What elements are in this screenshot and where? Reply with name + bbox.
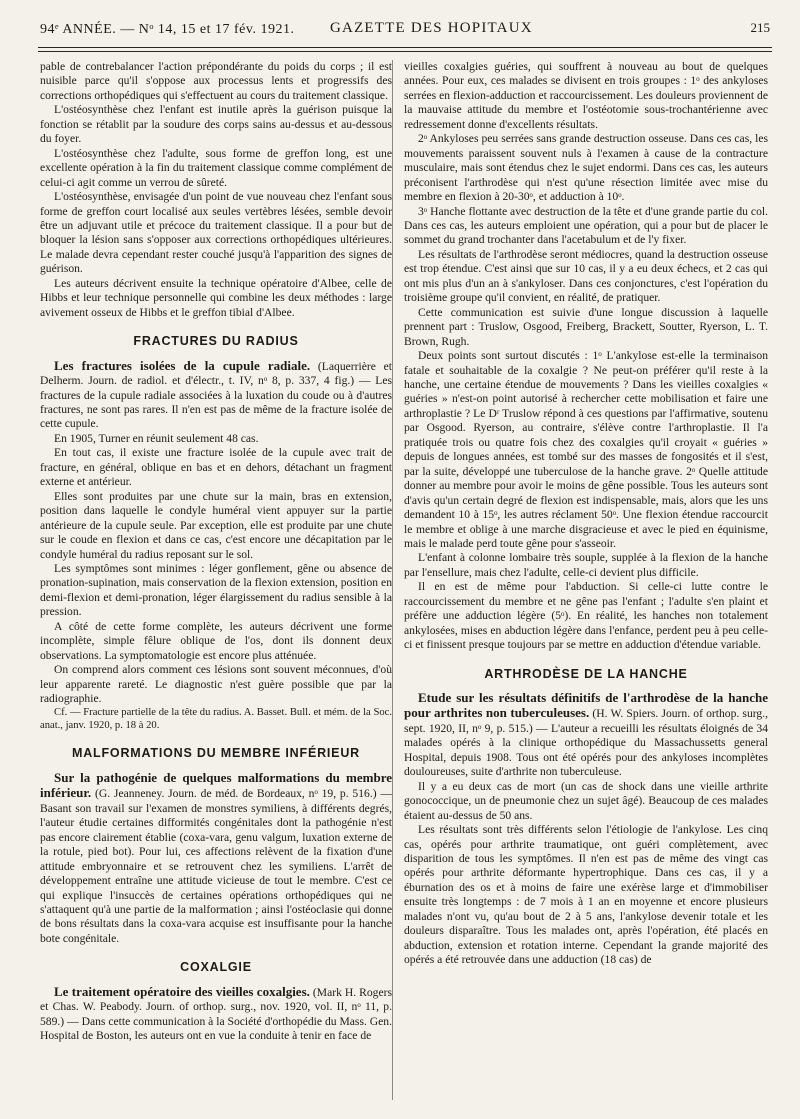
page-number: 215: [750, 20, 770, 35]
paragraph: Cf. — Fracture partielle de la tête du radius. A. Basset. Bull. et mém. de la Soc. anat., janv. 1920, p. 18 à 20.: [40, 707, 392, 732]
section-heading: ARTHRODÈSE DE LA HANCHE: [484, 666, 688, 681]
paragraph: [40, 771, 392, 946]
paragraph: Les auteurs décrivent ensuite la technique opératoire d'Albee, celle de Hibbs et leur technique personnelle qui combine les deux méthodes : large avivement osseux de Hibbs et le greffon tibial d'Albee.: [40, 276, 392, 319]
paragraph: L'ostéosynthèse chez l'enfant est inutile après la guérison puisque la fonction se rétablit par la soudure des corps sains au-dessus et au-dessous du foyer.: [40, 103, 392, 146]
article-title: Les fractures isolées de la cupule radiale.: [54, 357, 311, 373]
left-column: [40, 60, 392, 1044]
journal-title: GAZETTE DES HOPITAUX: [330, 20, 533, 36]
paragraph: En 1905, Turner en réunit seulement 48 cas.: [54, 431, 259, 445]
paragraph: [40, 359, 392, 432]
paragraph: A côté de cette forme complète, les auteurs décrivent une forme incomplète, simple fêlure oblique de l'os, dont ils donnent deux observations. La symptomatologie est encore plus atténuée.: [40, 619, 392, 662]
paragraph: Les résultats sont très différents selon l'étiologie de l'ankylose. Les cinq cas, opérés pour arthrite traumatique, ont guéri complètement, avec disparition de tous les symptômes. Il n'en est pas de même des vingt cas opérés pour arthrite déformante hypertrophique. Dans ces cas, il y a éburnation des os et à moins de faire une exérèse large et d'immobiliser ensuite très longtemps : de 7 mois à 1 an en moyenne et encore plusieurs malades n'ont vu, qu'au bout de 2 à 5 ans, l'ankylose devenir totale et les douleurs disparaître. Tous les malades ont, après l'opération, été placés en abduction, extension et rotation interne. Cependant la grande majorité des opérés a été retrouvée dans une adduction (18 cas) de: [404, 823, 768, 967]
section-heading: FRACTURES DU RADIUS: [133, 334, 299, 349]
paragraph: 2ᵒ Ankyloses peu serrées sans grande destruction osseuse. Dans ces cas, les mouvements paraissent souvent nuls à l'examen à cause de la contracture musculaire, mais sont étendus chez le sujet endormi. Dans ces cas, les auteurs préconisent l'arthrodèse qui n'est qu'une résection limitée avec mise du membre en flexion à 20-30ᵒ, et adduction à 10ᵒ.: [404, 132, 768, 204]
paragraph: Il en est de même pour l'abduction. Si celle-ci lutte contre le raccourcissement du membre et ne gêne pas l'enfant ; l'adulte s'en plaint et préfère une adduction légère (5ᵒ). En réalité, les hanches non totalement ankylosées, mises en abduction légère dans l'enfance, perdent peu à peu celle-ci et finissent presque toujours par se mettre en adduction d'étendue variable.: [404, 580, 768, 652]
header-rule-bottom: [38, 51, 772, 52]
issue-line: 94ᵉ ANNÉE. — Nᵒ 14, 15 et 17 fév. 1921.: [40, 22, 295, 37]
article-title: Le traitement opératoire des vieilles coxalgies.: [54, 983, 310, 999]
paragraph: L'ostéosynthèse, envisagée d'un point de vue nouveau chez l'enfant sous forme de greffon court localisé aux seules vertèbres lésées, semble devoir être un adjuvant utile et précoce du traitement classique. Il a pour but de bloquer la lésion sans s'opposer aux corrections orthopédiques ultérieures. Le malade devra cependant rester couché jusqu'à l'apparition des signes de guérison.: [40, 190, 392, 276]
article-body: (G. Jeanneney. Journ. de méd. de Bordeaux, nᵒ 19, p. 516.) — Basant son travail sur l'examen de monstres symiliens, à différents degrés, l'auteur étudie certaines difformités congénitales dont la pathogénie n'est pas encore clairement établie (coxa-vara, genu valgum, luxation externe de la rotule, pied bot). Pour lui, ces affections relèvent de la fixation d'une attitude embryonnaire et se retrouvent chez les symiliens. L'arrêt de développement entraîne une attitude vicieuse de tout le membre. C'est ce qui explique l'insuccès de certaines opérations orthopédiques qui ne s'attaquent qu'à une partie de la malformation ; ainsi l'ostéoclasie qui donne de bons résultats dans la coxa-vara acquise est insuffisante pour la hanche bote congénitale.: [40, 787, 392, 945]
article-title: Etude sur les résultats définitifs de l'arthrodèse de la hanche pour arthrites non tuberculeuses.: [404, 690, 768, 721]
paragraph: Les symptômes sont minimes : léger gonflement, gêne ou absence de pronation-supination, mais conservation de la flexion extension, position en demi-flexion et demi-pronation, léger élargissement du radius sensible à la pression.: [40, 561, 392, 619]
article-title: Sur la pathogénie de quelques malformations du membre inférieur.: [40, 769, 392, 801]
article-body: (H. W. Spiers. Journ. of orthop. surg., sept. 1920, II, nᵒ 9, p. 515.) — L'auteur a recueilli les résultats éloignés de 34 malades opérés à la clinique orthopédique du Massachussetts general Hospital, depuis 1908. Tous ont été opérés pour des ankyloses incomplètes douloureuses, suite d'arthrite non tuberculeuse.: [404, 707, 768, 779]
page-header: [40, 18, 770, 44]
paragraph: [404, 691, 768, 780]
paragraph: 3ᵒ Hanche flottante avec destruction de la tête et d'une grande partie du col. Dans ces cas, les auteurs emploient une opération, qui a pour but de placer le sommet du grand trochanter dans l'acetabulum et de l'y fixer.: [404, 204, 768, 247]
section-heading: COXALGIE: [180, 960, 252, 975]
right-column: [404, 60, 768, 968]
paragraph: pable de contrebalancer l'action prépondérante du poids du corps ; il est nuisible parce qu'il s'oppose aux processus lents et progressifs des corrections orthopédiques qui s'effectuent au cours du traitement classique.: [40, 60, 392, 102]
column-divider: [392, 60, 393, 1100]
paragraph: L'ostéosynthèse chez l'adulte, sous forme de greffon long, est une excellente opération à la fin du traitement classique comme complément de celui-ci agit comme un verrou de sûreté.: [40, 146, 392, 189]
article-body: (Laquerrière et Delherm. Journ. de radiol. et d'électr., t. IV, nᵒ 8, p. 337, 4 fig.) — Les fractures de la cupule radiale associées à la luxation du coude ou à d'autres fractures, ne sont pas rares. Il n'en est pas de même de la fracture isolée de cette cupule.: [40, 359, 393, 431]
article-body: (Mark H. Rogers et Chas. W. Peabody. Journ. of orthop. surg., nov. 1920, vol. II, nᵒ 11, p. 589.) — Dans cette communication à la Société d'orthopédie du Mass. Gen. Hospital de Boston, les auteurs ont en vue la conduite à tenir en face de: [40, 985, 392, 1043]
paragraph: L'enfant à colonne lombaire très souple, supplée à la flexion de la hanche par l'ensellure, mais chez l'adulte, celle-ci devient plus difficile.: [404, 551, 768, 579]
paragraph: Il y a eu deux cas de mort (un cas de shock dans une vieille arthrite gonococcique, un de pneumonie chez un sujet âgé). Beaucoup de ces malades étaient au-dessus de 50 ans.: [404, 779, 768, 822]
paragraph: vieilles coxalgies guéries, qui souffrent à nouveau au bout de quelques années. Pour eux, ces malades se divisent en trois groupes : 1ᵒ des ankyloses serrées en flexion-adduction et raccourcissement. Les douleurs proviennent de la mauvaise attitude du membre et l'ostéotomie sous-trochantérienne avec redressement donne d'excellents résultats.: [404, 60, 768, 131]
paragraph: Les résultats de l'arthrodèse seront médiocres, quand la destruction osseuse est trop étendue. C'est ainsi que sur 10 cas, il y a eu deux échecs, et 2 cas qui ont mis plus d'un an à s'ankyloser. Dans ces conjonctures, c'est l'opération du troisième groupe qu'il convient, en réalité, de pratiquer.: [404, 247, 768, 305]
section-heading: MALFORMATIONS DU MEMBRE INFÉRIEUR: [72, 746, 360, 761]
paragraph: Elles sont produites par une chute sur la main, bras en extension, position dans laquelle le condyle huméral vient appuyer sur la partie antérieure de la cupule seule. Par exception, elle est produite par une chute sur le coude en flexion et dans ce cas, c'est encore une décapitation par le condyle huméral du radius reposant sur le sol.: [40, 489, 392, 561]
paragraph: Cette communication est suivie d'une longue discussion à laquelle prennent part : Truslow, Osgood, Freiberg, Brackett, Soutter, Ryerson, L. T. Brown, Rugh.: [404, 305, 768, 348]
paragraph: En tout cas, il existe une fracture isolée de la cupule avec trait de fracture, en général, oblique en bas et en dehors, détachant un fragment externe et antérieur.: [40, 446, 392, 489]
paragraph: Deux points sont surtout discutés : 1ᵒ L'ankylose est-elle la terminaison fatale et souhaitable de la coxalgie ? Ne peut-on préférer qu'il reste à la hanche, une certaine étendue de mouvements ? Dans les vieilles coxalgies « guéries » n'est-on point autorisé à rechercher cette mobilisation et faire une arthroplastie ? Le Dʳ Truslow répond à ces questions par l'affirmative, soutenu par Osgood. Ryerson, au contraire, s'élève contre l'arthroplastie. Il l'a pratiquée trois ou quatre fois chez des coxalgies qu'il croyait « guéries » depuis de longues années, est tombé sur des masses de fongosités et il s'est, par la suite, développé une tuberculose de la hanche grave. 2ᵒ Quelle attitude donner au membre pour avoir le moins de gêne possible. Tous les auteurs sont d'avis qu'un certain degré de flexion est indispensable, mais, alors que les uns demandent 10 à 15ᵒ, les autres réclament 50ᵒ. Une flexion étendue raccourcit le membre et oblige à une marche disgracieuse et avec le pied en équinisme, mais le malade perd toute gêne pour s'asseoir.: [404, 349, 768, 550]
header-rule-top: [38, 47, 772, 48]
paragraph: On comprend alors comment ces lésions sont souvent méconnues, d'où leur apparente rareté. Le diagnostic n'est guère possible que par la radiographie.: [40, 663, 392, 706]
paragraph: [40, 985, 392, 1044]
